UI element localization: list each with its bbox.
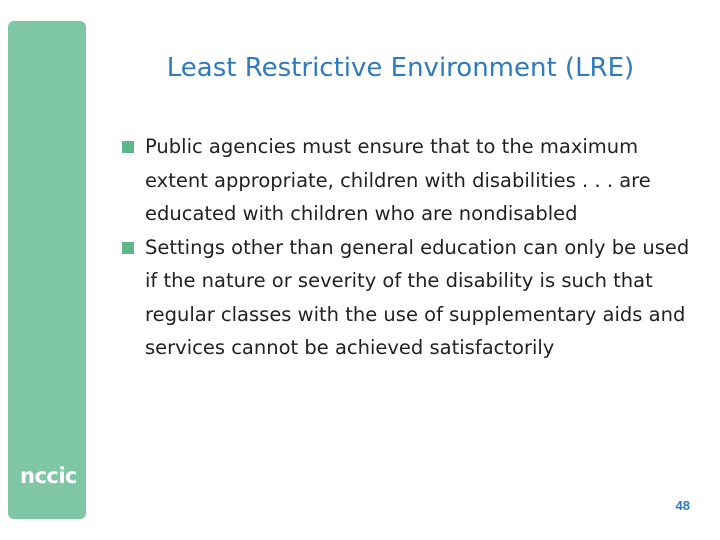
bullet-item — [122, 231, 700, 365]
nccic-logo: nccic — [20, 464, 77, 488]
bullet-text: Settings other than general education can only be used if the nature or severity of the disability is such that regular classes with the use of supplementary aids and services cannot be achieved satisfactorily — [145, 235, 690, 359]
sidebar-band — [8, 21, 86, 519]
slide-title: Least Restrictive Environment (LRE) — [166, 53, 635, 83]
page-number: 48 — [675, 498, 690, 513]
bullet-list — [122, 130, 700, 365]
square-bullet-icon — [122, 141, 134, 153]
square-bullet-icon — [122, 242, 134, 254]
bullet-item — [122, 130, 700, 231]
bullet-text: Public agencies must ensure that to the maximum extent appropriate, children with disabilities . . . are educated with children who are nondisabled — [145, 135, 651, 225]
